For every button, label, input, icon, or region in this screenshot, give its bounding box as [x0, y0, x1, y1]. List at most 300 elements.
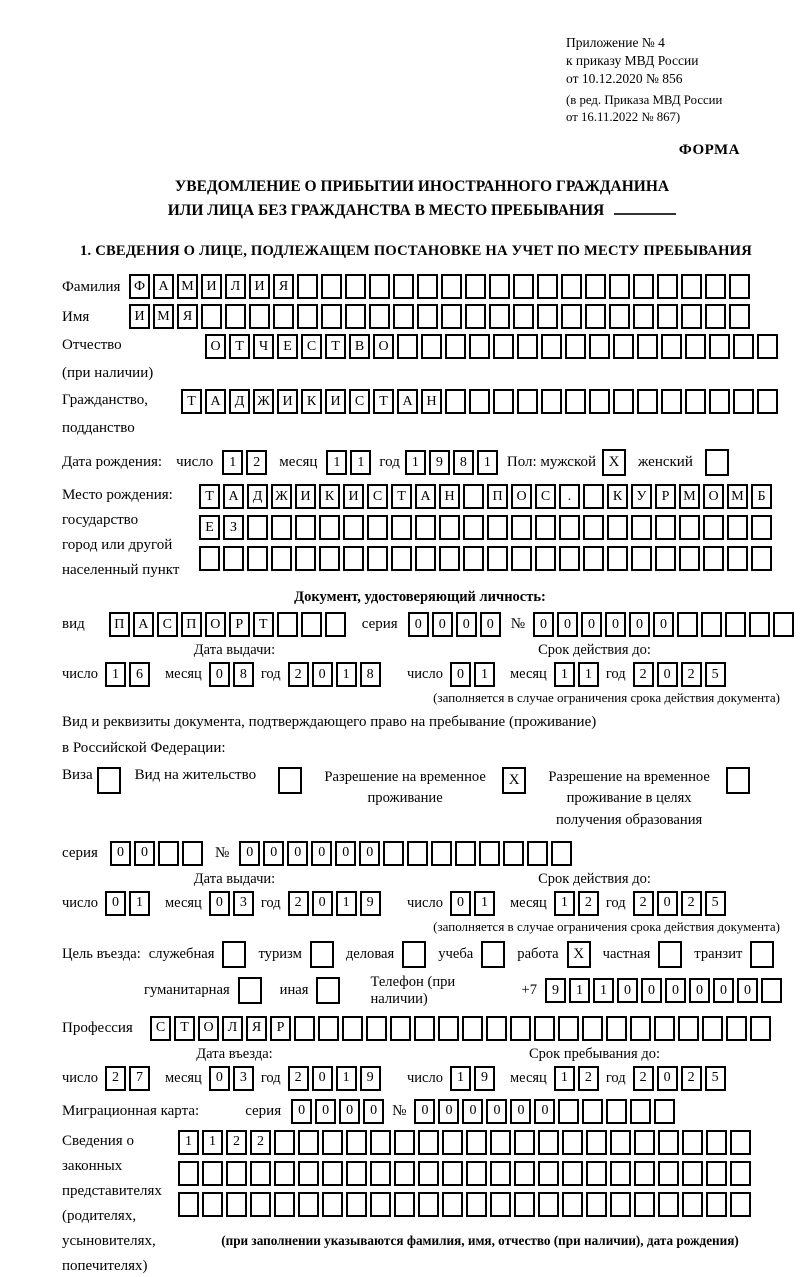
char-cell[interactable]	[297, 304, 318, 329]
char-cell[interactable]	[394, 1130, 415, 1155]
char-cell[interactable]	[295, 546, 316, 571]
char-cell[interactable]: 0	[312, 891, 333, 916]
char-cell[interactable]	[729, 304, 750, 329]
char-cell[interactable]: 1	[350, 450, 371, 475]
char-cell[interactable]	[706, 1192, 727, 1217]
char-cell[interactable]	[514, 1192, 535, 1217]
char-cell[interactable]	[325, 612, 346, 637]
char-cell[interactable]	[298, 1130, 319, 1155]
char-cell[interactable]	[513, 304, 534, 329]
char-cell[interactable]	[431, 841, 452, 866]
char-cell[interactable]	[489, 304, 510, 329]
char-cell[interactable]: Т	[373, 389, 394, 414]
char-cell[interactable]	[681, 304, 702, 329]
char-cell[interactable]	[773, 612, 794, 637]
char-cell[interactable]	[445, 334, 466, 359]
char-cell[interactable]: 0	[209, 662, 230, 687]
char-cell[interactable]	[202, 1161, 223, 1186]
char-cell[interactable]: А	[415, 484, 436, 509]
char-cell[interactable]	[438, 1016, 459, 1041]
char-cell[interactable]: 0	[239, 841, 260, 866]
char-cell[interactable]: 0	[414, 1099, 435, 1124]
char-cell[interactable]: 2	[578, 891, 599, 916]
char-cell[interactable]	[633, 274, 654, 299]
char-cell[interactable]: О	[373, 334, 394, 359]
char-cell[interactable]	[321, 274, 342, 299]
char-cell[interactable]	[463, 546, 484, 571]
char-cell[interactable]	[681, 274, 702, 299]
char-cell[interactable]	[322, 1192, 343, 1217]
char-cell[interactable]: Я	[246, 1016, 267, 1041]
char-cell[interactable]	[466, 1130, 487, 1155]
char-cell[interactable]	[415, 546, 436, 571]
char-cell[interactable]	[417, 274, 438, 299]
char-cell[interactable]	[637, 389, 658, 414]
char-cell[interactable]: Е	[199, 515, 220, 540]
char-cell[interactable]	[370, 1192, 391, 1217]
char-cell[interactable]	[487, 515, 508, 540]
char-cell[interactable]	[562, 1192, 583, 1217]
char-cell[interactable]	[517, 334, 538, 359]
char-cell[interactable]	[226, 1161, 247, 1186]
char-cell[interactable]: 8	[233, 662, 254, 687]
char-cell[interactable]	[514, 1130, 535, 1155]
char-cell[interactable]	[609, 304, 630, 329]
char-cell[interactable]: 0	[450, 662, 471, 687]
char-cell[interactable]	[757, 389, 778, 414]
char-cell[interactable]: А	[397, 389, 418, 414]
char-cell[interactable]	[565, 334, 586, 359]
char-cell[interactable]	[657, 304, 678, 329]
gender-female-checkbox[interactable]	[705, 449, 729, 476]
char-cell[interactable]: 1	[554, 662, 575, 687]
char-cell[interactable]: 2	[633, 662, 654, 687]
char-cell[interactable]: С	[367, 484, 388, 509]
char-cell[interactable]	[441, 304, 462, 329]
char-cell[interactable]: 1	[336, 891, 357, 916]
char-cell[interactable]: 0	[617, 978, 638, 1003]
char-cell[interactable]	[589, 389, 610, 414]
char-cell[interactable]: О	[511, 484, 532, 509]
char-cell[interactable]	[703, 546, 724, 571]
char-cell[interactable]	[702, 1016, 723, 1041]
gender-male-checkbox[interactable]: X	[602, 449, 626, 476]
char-cell[interactable]: 0	[105, 891, 126, 916]
char-cell[interactable]: 0	[438, 1099, 459, 1124]
char-cell[interactable]: Т	[325, 334, 346, 359]
char-cell[interactable]: Б	[751, 484, 772, 509]
char-cell[interactable]	[706, 1161, 727, 1186]
char-cell[interactable]	[343, 546, 364, 571]
char-cell[interactable]	[757, 334, 778, 359]
char-cell[interactable]	[727, 515, 748, 540]
char-cell[interactable]	[658, 1130, 679, 1155]
char-cell[interactable]	[490, 1161, 511, 1186]
char-cell[interactable]	[685, 389, 706, 414]
char-cell[interactable]	[274, 1130, 295, 1155]
char-cell[interactable]	[393, 274, 414, 299]
char-cell[interactable]	[369, 304, 390, 329]
char-cell[interactable]: 0	[653, 612, 674, 637]
char-cell[interactable]	[439, 546, 460, 571]
char-cell[interactable]	[562, 1161, 583, 1186]
char-cell[interactable]	[274, 1192, 295, 1217]
char-cell[interactable]	[609, 274, 630, 299]
char-cell[interactable]: К	[607, 484, 628, 509]
char-cell[interactable]: 0	[291, 1099, 312, 1124]
char-cell[interactable]	[367, 546, 388, 571]
char-cell[interactable]	[682, 1130, 703, 1155]
char-cell[interactable]	[709, 389, 730, 414]
char-cell[interactable]: 9	[545, 978, 566, 1003]
char-cell[interactable]: 0	[713, 978, 734, 1003]
option-temp-residence-checkbox[interactable]: X	[502, 767, 526, 794]
char-cell[interactable]: 0	[339, 1099, 360, 1124]
char-cell[interactable]	[703, 515, 724, 540]
char-cell[interactable]	[343, 515, 364, 540]
char-cell[interactable]: 1	[326, 450, 347, 475]
purpose-work-checkbox[interactable]: X	[567, 941, 591, 968]
char-cell[interactable]: И	[295, 484, 316, 509]
char-cell[interactable]	[730, 1130, 751, 1155]
char-cell[interactable]	[534, 1016, 555, 1041]
char-cell[interactable]: Ч	[253, 334, 274, 359]
char-cell[interactable]	[462, 1016, 483, 1041]
char-cell[interactable]: 1	[336, 1066, 357, 1091]
char-cell[interactable]: 0	[363, 1099, 384, 1124]
char-cell[interactable]: 0	[510, 1099, 531, 1124]
char-cell[interactable]	[493, 389, 514, 414]
purpose-other-checkbox[interactable]	[316, 977, 340, 1004]
char-cell[interactable]	[725, 612, 746, 637]
char-cell[interactable]	[465, 274, 486, 299]
char-cell[interactable]	[730, 1161, 751, 1186]
char-cell[interactable]	[199, 546, 220, 571]
char-cell[interactable]	[610, 1161, 631, 1186]
char-cell[interactable]	[418, 1192, 439, 1217]
char-cell[interactable]	[298, 1161, 319, 1186]
char-cell[interactable]	[559, 515, 580, 540]
char-cell[interactable]: Ж	[271, 484, 292, 509]
char-cell[interactable]	[658, 1161, 679, 1186]
char-cell[interactable]	[535, 546, 556, 571]
char-cell[interactable]	[661, 389, 682, 414]
char-cell[interactable]	[751, 515, 772, 540]
char-cell[interactable]: И	[201, 274, 222, 299]
char-cell[interactable]	[705, 304, 726, 329]
char-cell[interactable]: 1	[202, 1130, 223, 1155]
char-cell[interactable]: 0	[665, 978, 686, 1003]
char-cell[interactable]	[682, 1161, 703, 1186]
char-cell[interactable]: 8	[453, 450, 474, 475]
char-cell[interactable]: 7	[129, 1066, 150, 1091]
char-cell[interactable]: Ж	[253, 389, 274, 414]
char-cell[interactable]	[701, 612, 722, 637]
char-cell[interactable]: А	[205, 389, 226, 414]
purpose-official-checkbox[interactable]	[222, 941, 246, 968]
char-cell[interactable]	[583, 515, 604, 540]
char-cell[interactable]: 0	[408, 612, 429, 637]
char-cell[interactable]	[514, 1161, 535, 1186]
char-cell[interactable]: 0	[462, 1099, 483, 1124]
char-cell[interactable]: 1	[336, 662, 357, 687]
char-cell[interactable]: О	[205, 612, 226, 637]
char-cell[interactable]	[586, 1161, 607, 1186]
char-cell[interactable]	[517, 389, 538, 414]
char-cell[interactable]	[271, 546, 292, 571]
char-cell[interactable]: 9	[429, 450, 450, 475]
char-cell[interactable]: 0	[315, 1099, 336, 1124]
char-cell[interactable]: 1	[474, 891, 495, 916]
char-cell[interactable]	[582, 1099, 603, 1124]
char-cell[interactable]	[391, 515, 412, 540]
char-cell[interactable]: 3	[233, 1066, 254, 1091]
char-cell[interactable]: 2	[633, 1066, 654, 1091]
char-cell[interactable]	[682, 1192, 703, 1217]
char-cell[interactable]	[630, 1016, 651, 1041]
char-cell[interactable]	[469, 334, 490, 359]
char-cell[interactable]	[678, 1016, 699, 1041]
char-cell[interactable]: 2	[578, 1066, 599, 1091]
char-cell[interactable]: 2	[288, 891, 309, 916]
char-cell[interactable]	[418, 1130, 439, 1155]
char-cell[interactable]	[586, 1130, 607, 1155]
char-cell[interactable]: Р	[229, 612, 250, 637]
char-cell[interactable]	[511, 546, 532, 571]
char-cell[interactable]	[294, 1016, 315, 1041]
char-cell[interactable]: 2	[288, 1066, 309, 1091]
char-cell[interactable]: 1	[129, 891, 150, 916]
char-cell[interactable]: И	[277, 389, 298, 414]
char-cell[interactable]	[582, 1016, 603, 1041]
char-cell[interactable]	[250, 1161, 271, 1186]
char-cell[interactable]	[657, 274, 678, 299]
char-cell[interactable]	[297, 274, 318, 299]
char-cell[interactable]: М	[177, 274, 198, 299]
char-cell[interactable]	[705, 274, 726, 299]
char-cell[interactable]	[393, 304, 414, 329]
char-cell[interactable]	[346, 1192, 367, 1217]
char-cell[interactable]: 5	[705, 662, 726, 687]
char-cell[interactable]	[201, 304, 222, 329]
char-cell[interactable]: 1	[178, 1130, 199, 1155]
char-cell[interactable]: А	[223, 484, 244, 509]
char-cell[interactable]: О	[198, 1016, 219, 1041]
char-cell[interactable]	[654, 1016, 675, 1041]
char-cell[interactable]	[295, 515, 316, 540]
char-cell[interactable]: К	[319, 484, 340, 509]
char-cell[interactable]: 0	[311, 841, 332, 866]
char-cell[interactable]: 0	[335, 841, 356, 866]
char-cell[interactable]: 1	[477, 450, 498, 475]
char-cell[interactable]	[182, 841, 203, 866]
char-cell[interactable]: Н	[439, 484, 460, 509]
char-cell[interactable]: 0	[486, 1099, 507, 1124]
char-cell[interactable]: 1	[474, 662, 495, 687]
purpose-humanitarian-checkbox[interactable]	[238, 977, 262, 1004]
char-cell[interactable]: 0	[263, 841, 284, 866]
char-cell[interactable]	[610, 1192, 631, 1217]
char-cell[interactable]: 0	[557, 612, 578, 637]
char-cell[interactable]: 1	[554, 1066, 575, 1091]
option-visa-checkbox[interactable]	[97, 767, 121, 794]
char-cell[interactable]	[585, 304, 606, 329]
char-cell[interactable]	[369, 274, 390, 299]
char-cell[interactable]	[677, 612, 698, 637]
char-cell[interactable]: 1	[450, 1066, 471, 1091]
char-cell[interactable]: 2	[250, 1130, 271, 1155]
char-cell[interactable]	[345, 304, 366, 329]
char-cell[interactable]	[367, 515, 388, 540]
char-cell[interactable]: 0	[456, 612, 477, 637]
char-cell[interactable]	[490, 1130, 511, 1155]
char-cell[interactable]	[250, 1192, 271, 1217]
char-cell[interactable]: 0	[534, 1099, 555, 1124]
char-cell[interactable]: Р	[270, 1016, 291, 1041]
char-cell[interactable]: Т	[181, 389, 202, 414]
char-cell[interactable]	[654, 1099, 675, 1124]
char-cell[interactable]: Н	[421, 389, 442, 414]
char-cell[interactable]	[527, 841, 548, 866]
char-cell[interactable]: С	[301, 334, 322, 359]
char-cell[interactable]	[178, 1161, 199, 1186]
char-cell[interactable]	[661, 334, 682, 359]
char-cell[interactable]	[465, 304, 486, 329]
char-cell[interactable]	[706, 1130, 727, 1155]
char-cell[interactable]: 0	[641, 978, 662, 1003]
char-cell[interactable]	[274, 1161, 295, 1186]
char-cell[interactable]	[158, 841, 179, 866]
char-cell[interactable]: 0	[480, 612, 501, 637]
char-cell[interactable]: Р	[655, 484, 676, 509]
char-cell[interactable]: Т	[391, 484, 412, 509]
char-cell[interactable]: 0	[432, 612, 453, 637]
char-cell[interactable]	[562, 1130, 583, 1155]
char-cell[interactable]	[226, 1192, 247, 1217]
char-cell[interactable]	[418, 1161, 439, 1186]
char-cell[interactable]: 5	[705, 891, 726, 916]
char-cell[interactable]: Я	[177, 304, 198, 329]
char-cell[interactable]: Л	[225, 274, 246, 299]
char-cell[interactable]: .	[559, 484, 580, 509]
char-cell[interactable]	[318, 1016, 339, 1041]
char-cell[interactable]: 1	[593, 978, 614, 1003]
char-cell[interactable]	[463, 484, 484, 509]
char-cell[interactable]	[538, 1192, 559, 1217]
char-cell[interactable]	[442, 1161, 463, 1186]
char-cell[interactable]	[610, 1130, 631, 1155]
char-cell[interactable]	[414, 1016, 435, 1041]
char-cell[interactable]: 8	[360, 662, 381, 687]
char-cell[interactable]	[469, 389, 490, 414]
char-cell[interactable]: Ф	[129, 274, 150, 299]
char-cell[interactable]	[223, 546, 244, 571]
char-cell[interactable]	[538, 1130, 559, 1155]
char-cell[interactable]: 0	[287, 841, 308, 866]
option-temp-residence-edu-checkbox[interactable]	[726, 767, 750, 794]
char-cell[interactable]	[726, 1016, 747, 1041]
char-cell[interactable]	[655, 546, 676, 571]
char-cell[interactable]: 2	[633, 891, 654, 916]
char-cell[interactable]	[733, 334, 754, 359]
char-cell[interactable]	[397, 334, 418, 359]
char-cell[interactable]: 2	[226, 1130, 247, 1155]
char-cell[interactable]	[322, 1130, 343, 1155]
char-cell[interactable]	[225, 304, 246, 329]
char-cell[interactable]	[370, 1161, 391, 1186]
char-cell[interactable]: С	[157, 612, 178, 637]
char-cell[interactable]: 9	[360, 1066, 381, 1091]
char-cell[interactable]	[510, 1016, 531, 1041]
char-cell[interactable]	[558, 1016, 579, 1041]
char-cell[interactable]	[607, 515, 628, 540]
char-cell[interactable]: 0	[657, 662, 678, 687]
char-cell[interactable]: 0	[450, 891, 471, 916]
char-cell[interactable]	[466, 1161, 487, 1186]
char-cell[interactable]: 0	[359, 841, 380, 866]
char-cell[interactable]: 1	[578, 662, 599, 687]
char-cell[interactable]	[511, 515, 532, 540]
char-cell[interactable]	[541, 389, 562, 414]
char-cell[interactable]: 1	[569, 978, 590, 1003]
char-cell[interactable]: 3	[233, 891, 254, 916]
char-cell[interactable]	[730, 1192, 751, 1217]
char-cell[interactable]: 0	[110, 841, 131, 866]
char-cell[interactable]	[394, 1161, 415, 1186]
char-cell[interactable]: 0	[134, 841, 155, 866]
char-cell[interactable]	[761, 978, 782, 1003]
char-cell[interactable]	[466, 1192, 487, 1217]
char-cell[interactable]: М	[727, 484, 748, 509]
option-residence-permit-checkbox[interactable]	[278, 767, 302, 794]
char-cell[interactable]	[749, 612, 770, 637]
char-cell[interactable]	[658, 1192, 679, 1217]
char-cell[interactable]: 2	[681, 1066, 702, 1091]
char-cell[interactable]	[394, 1192, 415, 1217]
char-cell[interactable]: Е	[277, 334, 298, 359]
char-cell[interactable]	[630, 1099, 651, 1124]
char-cell[interactable]	[391, 546, 412, 571]
char-cell[interactable]: 1	[222, 450, 243, 475]
char-cell[interactable]: 1	[105, 662, 126, 687]
char-cell[interactable]: П	[109, 612, 130, 637]
char-cell[interactable]	[321, 304, 342, 329]
purpose-transit-checkbox[interactable]	[750, 941, 774, 968]
char-cell[interactable]	[583, 484, 604, 509]
char-cell[interactable]	[634, 1161, 655, 1186]
char-cell[interactable]	[370, 1130, 391, 1155]
char-cell[interactable]	[607, 546, 628, 571]
char-cell[interactable]	[558, 1099, 579, 1124]
purpose-study-checkbox[interactable]	[481, 941, 505, 968]
purpose-business-checkbox[interactable]	[402, 941, 426, 968]
char-cell[interactable]	[319, 515, 340, 540]
char-cell[interactable]	[247, 546, 268, 571]
char-cell[interactable]	[202, 1192, 223, 1217]
char-cell[interactable]: Т	[174, 1016, 195, 1041]
char-cell[interactable]	[585, 274, 606, 299]
char-cell[interactable]	[751, 546, 772, 571]
char-cell[interactable]	[679, 546, 700, 571]
char-cell[interactable]: 0	[689, 978, 710, 1003]
char-cell[interactable]	[729, 274, 750, 299]
char-cell[interactable]	[407, 841, 428, 866]
char-cell[interactable]	[561, 304, 582, 329]
char-cell[interactable]: 2	[681, 662, 702, 687]
char-cell[interactable]	[479, 841, 500, 866]
char-cell[interactable]: 1	[405, 450, 426, 475]
char-cell[interactable]	[513, 274, 534, 299]
